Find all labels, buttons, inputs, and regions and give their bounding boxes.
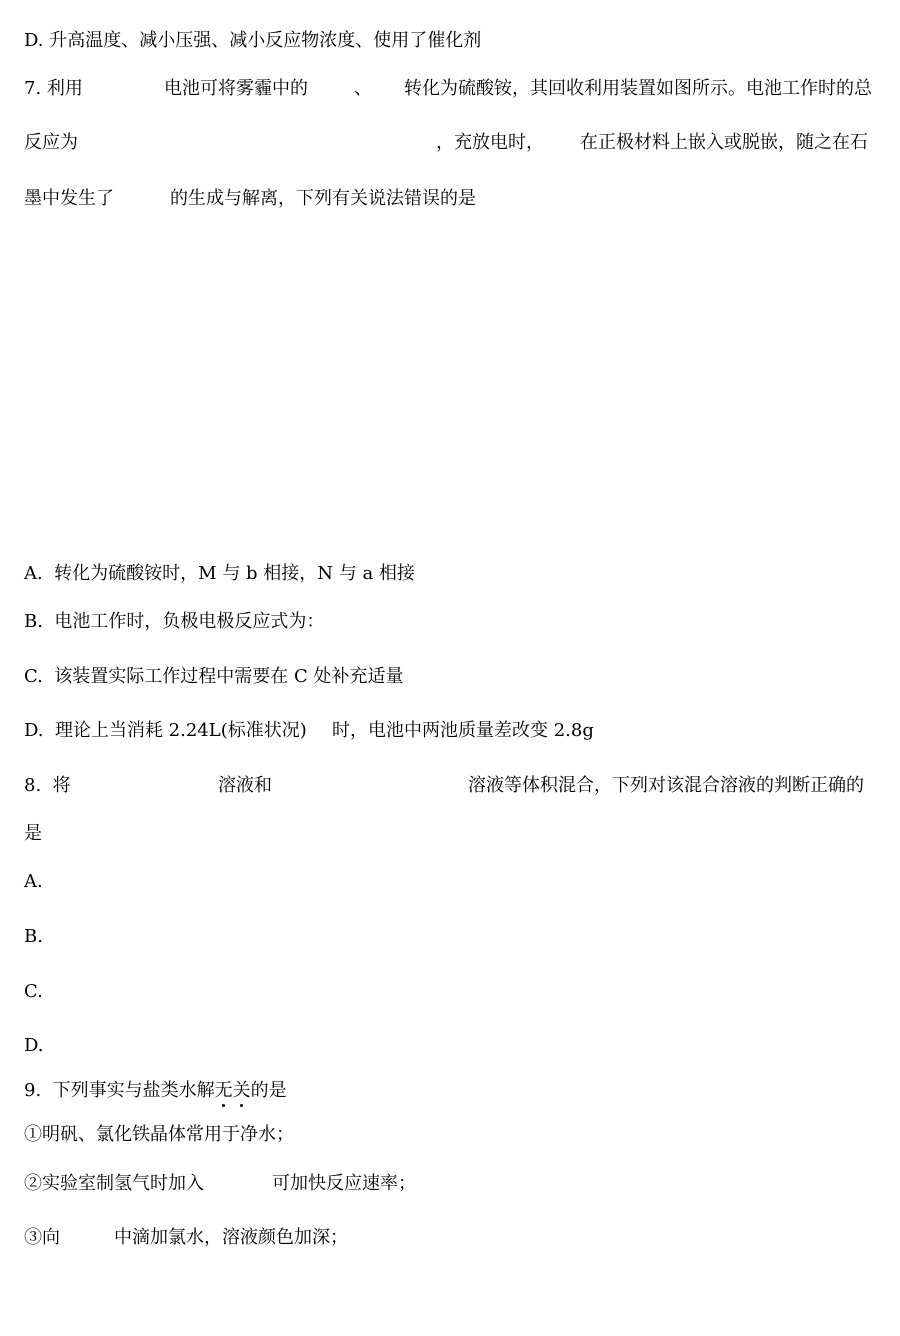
option-6d-text: D. 升高温度、减小压强、减小反应物浓度、使用了催化剂 <box>24 30 482 51</box>
question-7-stem-line-1 <box>24 77 872 101</box>
option-8c <box>24 980 47 1004</box>
q7-text-2: 电池可将雾霾中的 <box>164 78 308 99</box>
q7-text-5: 反应为 <box>24 132 78 153</box>
question-8-stem-line-1 <box>24 774 864 798</box>
q8-text-3: 溶液等体积混合，下列对该混合溶液的判断正确的 <box>468 775 864 796</box>
question-7-stem-line-3 <box>24 187 476 211</box>
q9-text <box>24 1079 287 1103</box>
q7-text-8: 墨中发生了 <box>24 188 114 209</box>
item-9-3 <box>24 1226 348 1250</box>
option-7c-text: C. 该装置实际工作过程中需要在 C 处补充适量 <box>24 666 404 687</box>
q7-text-7: 在正极材料上嵌入或脱嵌，随之在石 <box>580 132 868 153</box>
option-8b-label: B. <box>24 926 43 947</box>
q7-text-1: 7. 利用 <box>24 78 83 99</box>
q9-text-2: 的是 <box>250 1080 287 1101</box>
q9-emphasis-2: 关 <box>232 1080 251 1101</box>
q8-text-2: 溶液和 <box>218 775 272 796</box>
item-9-2-text-1: ②实验室制氢气时加入 <box>24 1173 204 1194</box>
q9-emphasis-1: 无 <box>214 1080 233 1101</box>
question-8-stem-line-2 <box>24 822 47 846</box>
option-8a <box>24 870 47 894</box>
item-9-1-text: ①明矾、氯化铁晶体常用于净水； <box>24 1124 294 1145</box>
option-6d <box>24 29 482 53</box>
q7-text-3: 、 <box>354 78 372 99</box>
option-8b <box>24 925 47 949</box>
option-7a <box>24 562 415 586</box>
q8-text-4: 是 <box>24 823 42 844</box>
q7-text-9: 的生成与解离，下列有关说法错误的是 <box>170 188 476 209</box>
item-9-3-text-1: ③向 <box>24 1227 60 1248</box>
item-9-3-text-2: 中滴加氯水，溶液颜色加深； <box>114 1227 348 1248</box>
question-9-stem <box>24 1079 287 1103</box>
option-7d-text-1: D. 理论上当消耗 2.24L(标准状况) <box>24 720 307 741</box>
item-9-2-text-2: 可加快反应速率； <box>272 1173 416 1194</box>
q7-text-6: ，充放电时， <box>436 132 544 153</box>
option-8d <box>24 1034 47 1058</box>
q9-text-1: 9. 下列事实与盐类水解 <box>24 1080 215 1101</box>
q7-text-4: 转化为硫酸铵，其回收利用装置如图所示。电池工作时的总 <box>404 78 872 99</box>
option-7d <box>24 719 594 743</box>
option-8a-label: A. <box>24 871 43 892</box>
option-7d-text-2: 时，电池中两池质量差改变 2.8g <box>332 720 594 741</box>
item-9-2 <box>24 1172 416 1196</box>
question-7-stem-line-2 <box>24 131 868 155</box>
option-8d-label: D. <box>24 1035 44 1056</box>
option-7b <box>24 610 325 634</box>
q8-text-1: 8. 将 <box>24 775 71 796</box>
option-7b-text: B. 电池工作时，负极电极反应式为： <box>24 611 325 632</box>
item-9-1 <box>24 1123 294 1147</box>
option-8c-label: C. <box>24 981 43 1002</box>
option-7a-text: A. 转化为硫酸铵时，M 与 b 相接，N 与 a 相接 <box>24 563 415 584</box>
option-7c <box>24 665 404 689</box>
